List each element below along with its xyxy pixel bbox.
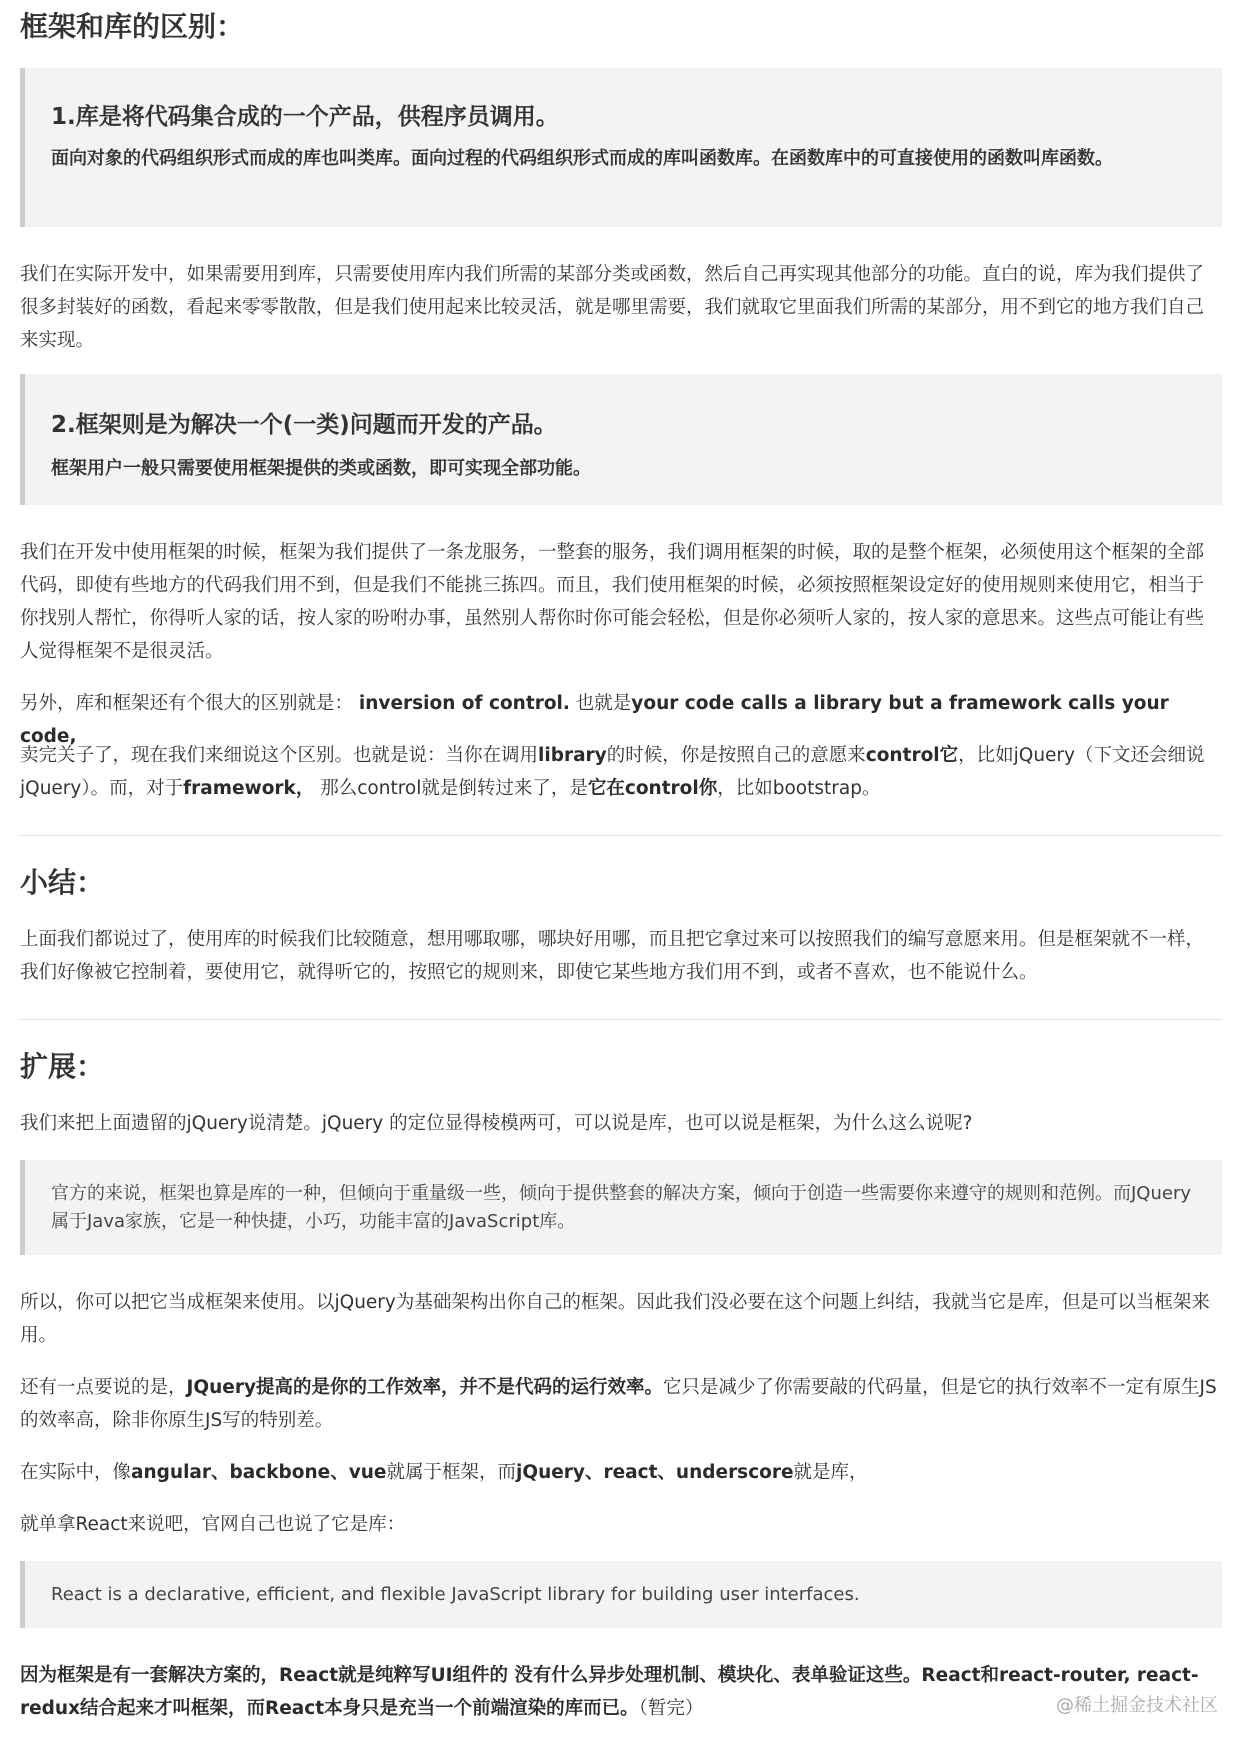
heading-extension: 扩展：	[20, 1050, 105, 1083]
conclusion-bold: 因为框架是有一套解决方案的，React就是纯粹写UI组件的 没有什么异步处理机制、模块化、表单验证这些。React和react-router, react-redux结合起来才叫框架，而React本身只是充当一个前端渲染的库而已。	[20, 1665, 1199, 1719]
examples-frameworks: angular、backbone、vue	[131, 1462, 387, 1483]
quote-framework-body: 框架用户一般只需要使用框架提供的类或函数，即可实现全部功能。	[51, 458, 591, 479]
quote-jquery	[20, 1160, 1222, 1255]
ioc-text-1: 另外，库和框架还有个很大的区别就是：	[20, 693, 359, 714]
heading-difference: 框架和库的区别：	[20, 10, 245, 43]
control-bold-3: framework，	[183, 778, 315, 799]
ioc-text-2: 也就是	[569, 693, 632, 714]
paragraph-jquery-efficiency	[20, 1371, 1222, 1437]
ioc-bold-2: your code calls a library but a framework calls your code,	[20, 693, 1169, 747]
examples-text-2: 就属于框架，而	[386, 1462, 516, 1483]
watermark: @稀土掘金技术社区	[1056, 1695, 1218, 1716]
quote-library	[20, 68, 1222, 227]
quote-library-title: 1.库是将代码集合成的一个产品，供程序员调用。	[51, 104, 559, 130]
control-text-5: ，比如bootstrap。	[717, 778, 881, 799]
quote-jquery-body: 官方的来说，框架也算是库的一种，但倾向于重量级一些，倾向于提供整套的解决方案，倾向于创造一些需要你来遵守的规则和范例。而JQuery属于Java家族，它是一种快捷，小巧，功能丰富的JavaScript库。	[51, 1183, 1192, 1232]
conclusion-note: （暂完）	[638, 1698, 704, 1719]
quote-react-body: React is a declarative, efficient, and flexible JavaScript library for building user interfaces.	[51, 1584, 860, 1605]
efficiency-bold: JQuery提高的是你的工作效率，并不是代码的运行效率。	[186, 1377, 664, 1398]
divider-2	[20, 1019, 1222, 1020]
divider-1	[20, 835, 1222, 836]
paragraph-jquery-intro: 我们来把上面遗留的jQuery说清楚。jQuery 的定位显得棱模两可，可以说是库，也可以说是框架，为什么这么说呢?	[20, 1113, 973, 1134]
paragraph-summary: 上面我们都说过了，使用库的时候我们比较随意，想用哪取哪，哪块好用哪，而且把它拿过来可以按照我们的编写意愿来用。但是框架就不一样，我们好像被它控制着，要使用它，就得听它的，按照它的规则来，即使它某些地方我们用不到，或者不喜欢，也不能说什么。	[20, 929, 1205, 983]
efficiency-text-1: 还有一点要说的是，	[20, 1377, 187, 1398]
examples-libraries: jQuery、react、underscore	[516, 1462, 794, 1483]
control-text-3: ，比如jQuery（下文还会细说jQuery）。而，对于	[20, 745, 1205, 799]
paragraph-jquery-framework: 所以，你可以把它当成框架来使用。以jQuery为基础架构出你自己的框架。因此我们没必要在这个问题上纠结，我就当它是库，但是可以当框架来用。	[20, 1292, 1210, 1346]
control-text-4: 那么control就是倒转过来了，是	[314, 778, 588, 799]
quote-react	[20, 1561, 1222, 1628]
heading-summary: 小结：	[20, 866, 105, 899]
control-bold-1: library	[538, 745, 607, 766]
paragraph-library-usage: 我们在实际开发中，如果需要用到库，只需要使用库内我们所需的某部分类或函数，然后自己再实现其他部分的功能。直白的说，库为我们提供了很多封装好的函数，看起来零零散散，但是我们使用起来比较灵活，就是哪里需要，我们就取它里面我们所需的某部分，用不到它的地方我们自己来实现。	[20, 264, 1205, 351]
control-text-2: 的时候，你是按照自己的意愿来	[606, 745, 866, 766]
quote-library-body: 面向对象的代码组织形式而成的库也叫类库。面向过程的代码组织形式而成的库叫函数库。在函数库中的可直接使用的函数叫库函数。	[51, 148, 1113, 169]
control-bold-2: control它	[865, 745, 959, 766]
paragraph-control-explanation	[20, 739, 1222, 805]
paragraph-examples	[20, 1456, 1222, 1489]
efficiency-text-2: 它只是减少了你需要敲的代码量，但是它的执行效率不一定有原生JS的效率高，除非你原生JS写的特别差。	[20, 1377, 1217, 1431]
examples-text-1: 在实际中，像	[20, 1462, 132, 1483]
control-text-1: 卖完关子了，现在我们来细说这个区别。也就是说：当你在调用	[20, 745, 539, 766]
paragraph-framework-usage: 我们在开发中使用框架的时候，框架为我们提供了一条龙服务，一整套的服务，我们调用框架的时候，取的是整个框架，必须使用这个框架的全部代码，即使有些地方的代码我们用不到，但是我们不能挑三拣四。而且，我们使用框架的时候，必须按照框架设定好的使用规则来使用它，相当于你找别人帮忙，你得听人家的话，按人家的吩咐办事，虽然别人帮你时你可能会轻松，但是你必须听人家的，按人家的意思来。这些点可能让有些人觉得框架不是很灵活。	[20, 542, 1205, 662]
paragraph-react-conclusion	[20, 1659, 1222, 1725]
ioc-bold-1: inversion of control.	[358, 693, 570, 714]
control-bold-4: 它在control你	[587, 778, 718, 799]
paragraph-react-intro: 就单拿React来说吧，官网自己也说了它是库：	[20, 1514, 406, 1535]
quote-framework	[20, 374, 1222, 505]
quote-framework-title: 2.框架则是为解决一个(一类)问题而开发的产品。	[51, 412, 557, 438]
examples-text-3: 就是库，	[793, 1462, 868, 1483]
